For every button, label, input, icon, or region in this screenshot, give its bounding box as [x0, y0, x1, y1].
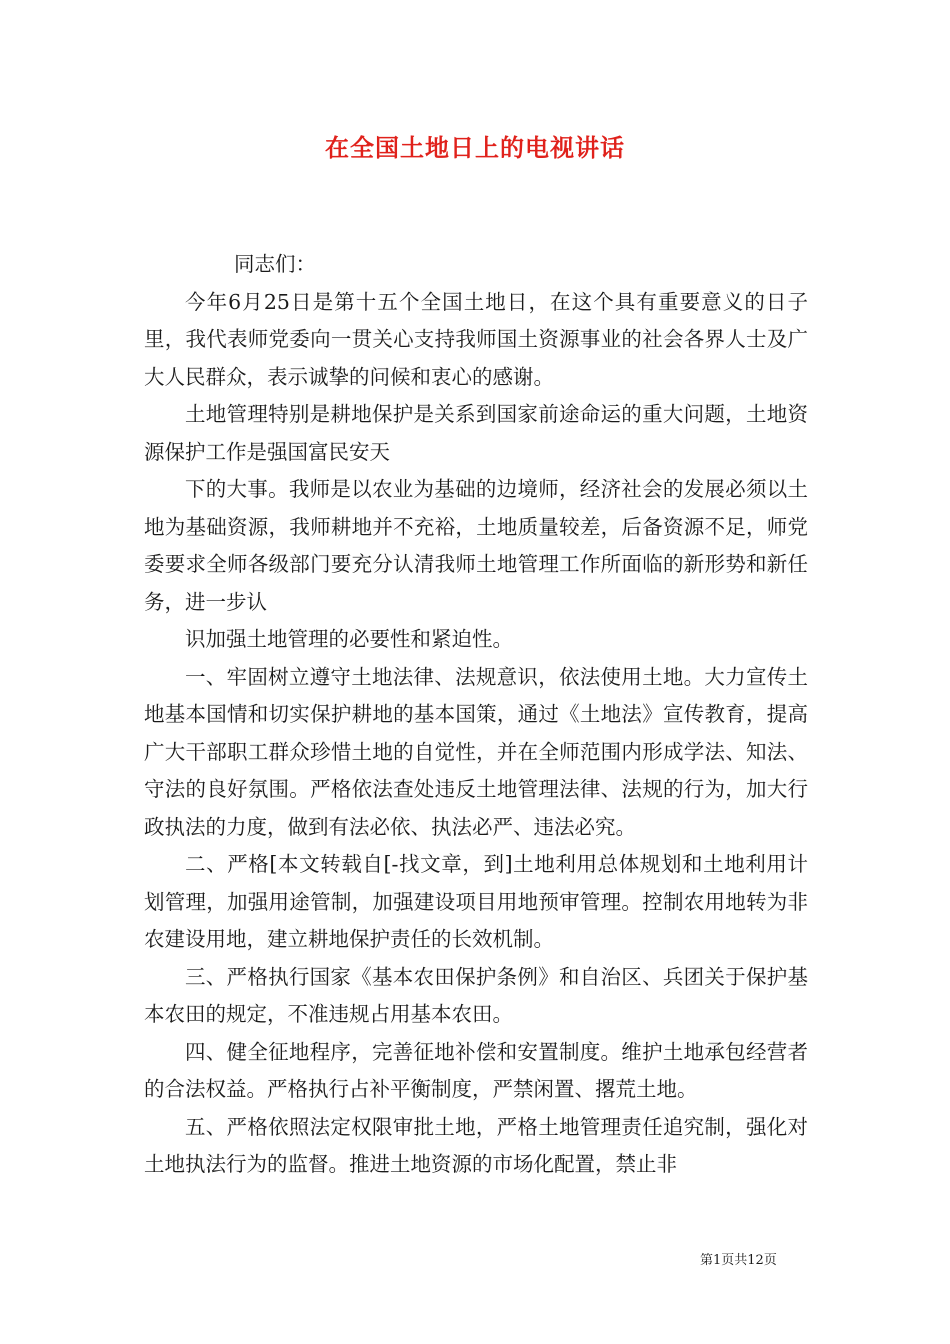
paragraph: 识加强土地管理的必要性和紧迫性。 [185, 627, 513, 651]
paragraph: 四、健全征地程序，完善征地补偿和安置制度。维护土地承包经营者的合法权益。严格执行占补平衡制度，严禁闲置、撂荒土地。 [144, 1039, 808, 1101]
document-title: 在全国土地日上的电视讲话 [325, 133, 625, 162]
paragraph: 三、严格执行国家《基本农田保护条例》和自治区、兵团关于保护基本农田的规定，不准违规占用基本农田。 [144, 964, 808, 1026]
page-number: 第1页共12页 [700, 1253, 777, 1268]
paragraph: 下的大事。我师是以农业为基础的边境师，经济社会的发展必须以土地为基础资源，我师耕地并不充裕，土地质量较差，后备资源不足，师党委要求全师各级部门要充分认清我师土地管理工作所面临的新形势和新任务，进一步认 [144, 477, 808, 614]
greeting: 同志们： [234, 252, 316, 276]
document-body [144, 246, 808, 1184]
paragraph: 五、严格依照法定权限审批土地，严格土地管理责任追究制，强化对土地执法行为的监督。推进土地资源的市场化配置，禁止非 [144, 1114, 808, 1176]
paragraph: 今年6月25日是第十五个全国土地日，在这个具有重要意义的日子里，我代表师党委向一贯关心支持我师国土资源事业的社会各界人士及广大人民群众，表示诚挚的问候和衷心的感谢。 [144, 289, 808, 389]
paragraph: 一、牢固树立遵守土地法律、法规意识，依法使用土地。大力宣传土地基本国情和切实保护耕地的基本国策，通过《土地法》宣传教育，提高广大干部职工群众珍惜土地的自觉性，并在全师范围内形成学法、知法、守法的良好氛围。严格依法查处违反土地管理法律、法规的行为，加大行政执法的力度，做到有法必依、执法必严、违法必究。 [144, 664, 808, 839]
paragraph: 二、严格[本文转载自[-找文章，到]土地利用总体规划和土地利用计划管理，加强用途管制，加强建设项目用地预审管理。控制农用地转为非农建设用地，建立耕地保护责任的长效机制。 [144, 852, 808, 951]
paragraph: 土地管理特别是耕地保护是关系到国家前途命运的重大问题，土地资源保护工作是强国富民安天 [144, 402, 808, 464]
